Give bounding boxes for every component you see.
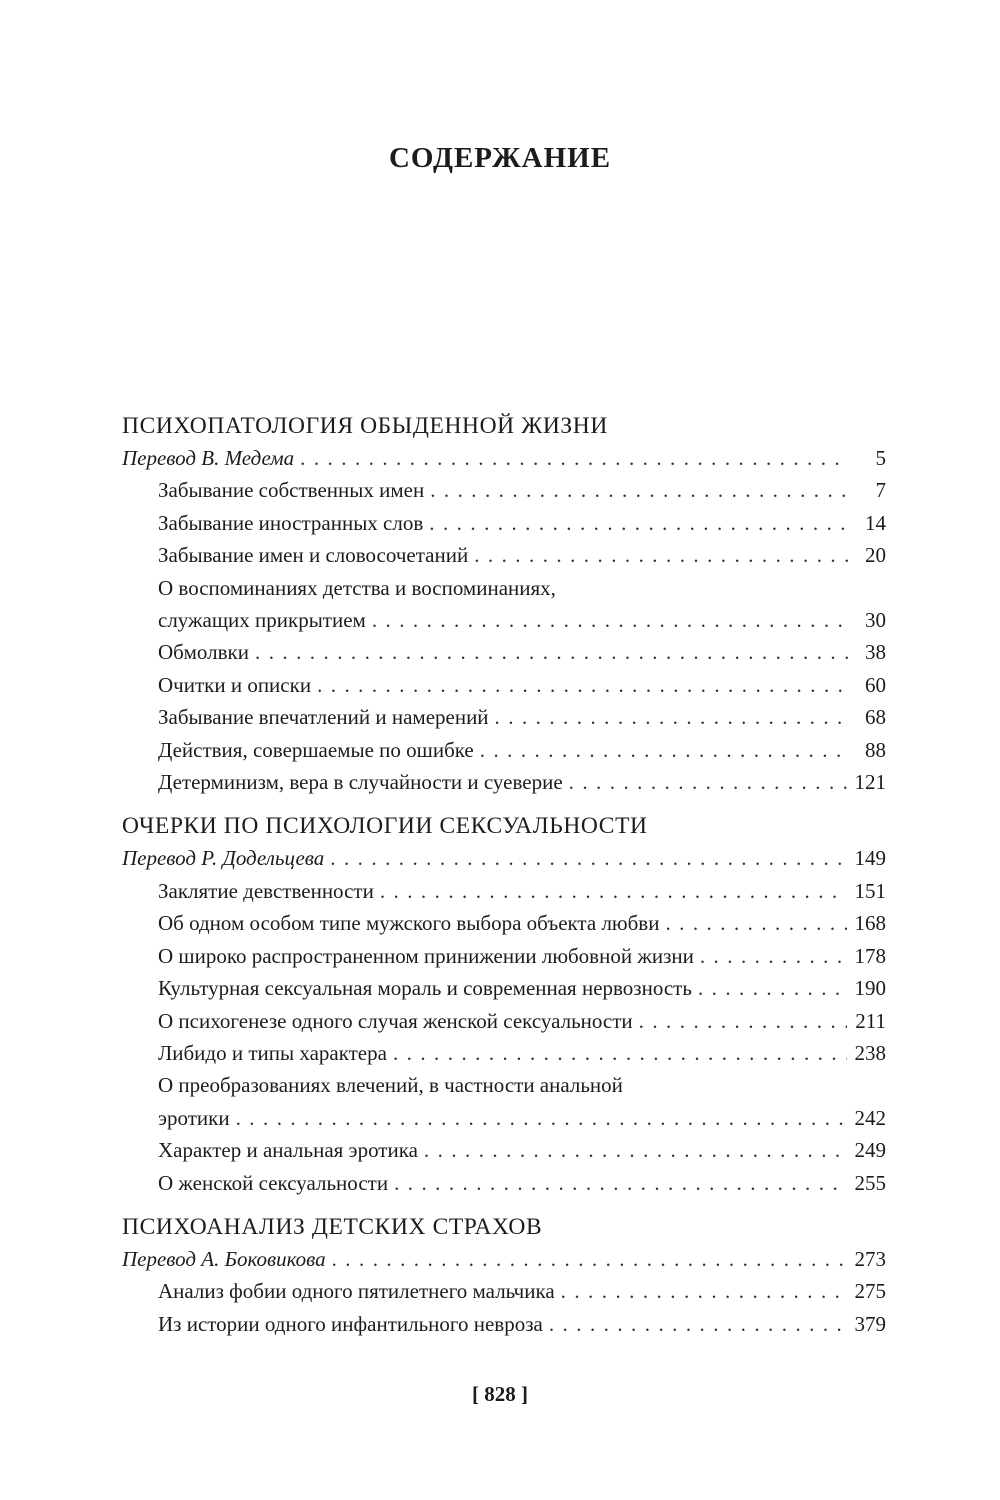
toc-entry	[122, 875, 886, 907]
toc-entry	[122, 474, 886, 506]
entry-label: Либидо и типы характера	[158, 1040, 387, 1065]
entry-label-line1: О преобразованиях влечений, в частности анальной	[158, 1073, 623, 1098]
page-number: 60	[865, 672, 886, 697]
translator-label: Перевод В. Медема	[122, 446, 295, 470]
toc-part	[122, 810, 886, 1198]
page-number: 255	[854, 1170, 886, 1195]
table-of-contents	[122, 410, 886, 1352]
entry-label: Заклятие девственности	[158, 878, 374, 903]
dot-leader	[495, 701, 848, 733]
dot-leader	[393, 1037, 847, 1069]
dot-leader	[665, 907, 846, 939]
toc-entry	[122, 669, 886, 701]
page-number: 273	[854, 1246, 886, 1271]
dot-leader	[430, 474, 848, 506]
page-number: 379	[854, 1311, 886, 1336]
part-title: ПСИХОПАТОЛОГИЯ ОБЫДЕННОЙ ЖИЗНИ	[122, 413, 608, 439]
page-number: 7	[875, 478, 886, 503]
page-number: 242	[854, 1105, 886, 1130]
translator-label: Перевод Р. Додельцева	[122, 846, 325, 871]
translator-entry	[122, 842, 886, 874]
toc-entry	[122, 907, 886, 939]
dot-leader	[424, 1134, 847, 1166]
entry-label: Культурная сексуальная мораль и современная нервозность	[158, 976, 692, 1001]
part-title: ОЧЕРКИ ПО ПСИХОЛОГИИ СЕКСУАЛЬНОСТИ	[122, 813, 648, 840]
page-number: 68	[865, 705, 886, 730]
entry-label: Забывание собственных имен	[158, 478, 425, 503]
entry-label: Забывание имен и словосочетаний	[158, 543, 469, 568]
toc-part	[122, 410, 886, 798]
toc-entry	[122, 701, 886, 733]
toc-part	[122, 1211, 886, 1340]
entry-label-line2: служащих прикрытием	[158, 608, 366, 633]
dot-leader	[480, 734, 848, 766]
entry-label: Действия, совершаемые по ошибке	[158, 737, 474, 762]
dot-leader	[236, 1102, 847, 1134]
page-number: 121	[854, 770, 886, 795]
dot-leader	[474, 539, 848, 571]
dot-leader	[255, 636, 848, 668]
toc-entry	[122, 1069, 886, 1134]
entry-label: Об одном особом типе мужского выбора объекта любви	[158, 911, 660, 936]
dot-leader	[372, 604, 848, 636]
page-number: 190	[854, 976, 886, 1001]
dot-leader	[639, 1005, 848, 1037]
dot-leader	[317, 669, 848, 701]
toc-entry	[122, 572, 886, 637]
dot-leader	[569, 766, 847, 798]
toc-entry	[122, 636, 886, 668]
page-number: 149	[854, 846, 886, 871]
page-number: 14	[865, 510, 886, 535]
entry-label: Из истории одного инфантильного невроза	[158, 1311, 543, 1336]
page-number: 168	[854, 911, 886, 936]
dot-leader	[429, 507, 848, 539]
dot-leader	[394, 1167, 846, 1199]
entry-label: Характер и анальная эротика	[158, 1138, 418, 1163]
page-title: СОДЕРЖАНИЕ	[388, 142, 612, 174]
dot-leader	[698, 972, 847, 1004]
toc-entry	[122, 766, 886, 798]
dot-leader	[380, 875, 847, 907]
toc-entry	[122, 507, 886, 539]
entry-label-line1: О воспоминаниях детства и воспоминаниях,	[158, 575, 556, 600]
toc-entry	[122, 940, 886, 972]
dot-leader	[549, 1308, 847, 1340]
page-folio: [ 828 ]	[472, 1382, 528, 1406]
entry-label: Забывание иностранных слов	[158, 510, 424, 535]
toc-entry	[122, 1037, 886, 1069]
page-number: 275	[854, 1279, 886, 1304]
page-number: 38	[865, 640, 886, 665]
page-number: 5	[875, 446, 886, 470]
toc-entry	[122, 1275, 886, 1307]
entry-label-line2: эротики	[158, 1105, 230, 1130]
toc-entry	[122, 972, 886, 1004]
page-number: 178	[854, 943, 886, 968]
page-number: 30	[865, 608, 886, 633]
page-number: 249	[854, 1138, 886, 1163]
entry-label: Забывание впечатлений и намерений	[158, 705, 489, 730]
dot-leader	[300, 442, 848, 474]
dot-leader	[330, 842, 846, 874]
entry-label: О психогенезе одного случая женской сексуальности	[158, 1008, 633, 1033]
entry-label: Детерминизм, вера в случайности и суеверие	[158, 770, 563, 795]
toc-entry	[122, 1167, 886, 1199]
toc-entry	[122, 1308, 886, 1340]
dot-leader	[561, 1275, 847, 1307]
toc-entry	[122, 1005, 886, 1037]
page-number: 20	[865, 543, 886, 568]
toc-entry	[122, 539, 886, 571]
page-number: 211	[855, 1008, 886, 1033]
page-number: 88	[865, 737, 886, 762]
entry-label: Анализ фобии одного пятилетнего мальчика	[158, 1279, 555, 1304]
translator-label: Перевод А. Боковикова	[122, 1246, 326, 1271]
page-number: 238	[854, 1040, 886, 1065]
page-number: 151	[854, 878, 886, 903]
part-title: ПСИХОАНАЛИЗ ДЕТСКИХ СТРАХОВ	[122, 1213, 543, 1240]
toc-entry	[122, 1134, 886, 1166]
translator-entry	[122, 442, 886, 474]
translator-entry	[122, 1243, 886, 1275]
entry-label: О широко распространенном принижении любовной жизни	[158, 943, 694, 968]
entry-label: Очитки и описки	[158, 672, 312, 697]
dot-leader	[700, 940, 847, 972]
dot-leader	[332, 1243, 847, 1275]
toc-entry	[122, 734, 886, 766]
entry-label: О женской сексуальности	[158, 1170, 389, 1195]
entry-label: Обмолвки	[158, 640, 249, 665]
